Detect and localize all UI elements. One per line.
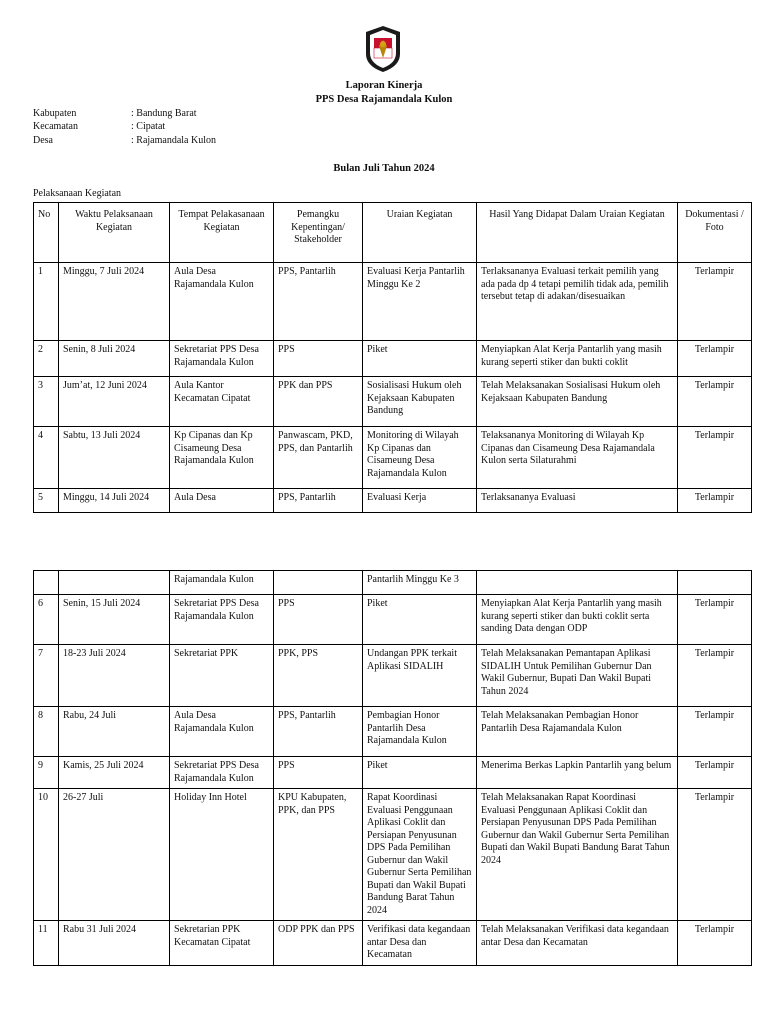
col-header-dokumentasi: Dokumentasi / Foto: [678, 203, 752, 263]
table-row: [34, 789, 752, 921]
cell-no: 9: [34, 757, 59, 789]
cell-uraian: Verifikasi data kegandaan antar Desa dan Kecamatan: [363, 921, 477, 966]
cell-hasil: Telah Melaksanakan Rapat Koordinasi Evaluasi Penggunaan Aplikasi Coklit dan Persiapan Penyusunan DPS Pada Pemilihan Gubernur dan Wakil Gubernur Serta Pemilihan Bupati dan Wakil Bupati Bandung Barat Tahun 2024: [477, 789, 678, 921]
cell-tempat: Aula Desa: [170, 489, 274, 513]
activity-table-page2: [33, 570, 752, 966]
meta-value-kabupaten: : Bandung Barat: [131, 108, 197, 119]
cell-no: 5: [34, 489, 59, 513]
cell-hasil: Telah Melaksanakan Verifikasi data kegandaan antar Desa dan Kecamatan: [477, 921, 678, 966]
cell-waktu: Senin, 15 Juli 2024: [59, 595, 170, 645]
cell-hasil: Menerima Berkas Lapkin Pantarlih yang belum: [477, 757, 678, 789]
meta-label-kabupaten: Kabupaten: [33, 108, 77, 119]
section-title: Pelaksanaan Kegiatan: [33, 188, 122, 199]
col-header-no: No: [34, 203, 59, 263]
cell-tempat: Holiday Inn Hotel: [170, 789, 274, 921]
cell-pemangku: PPK, PPS: [274, 645, 363, 707]
report-title: Laporan Kinerja: [345, 80, 423, 91]
cell-uraian: Piket: [363, 757, 477, 789]
cell-hasil: Terlaksananya Evaluasi: [477, 489, 678, 513]
cell-waktu: 18-23 Juli 2024: [59, 645, 170, 707]
cell-no: 6: [34, 595, 59, 645]
cell-tempat: Aula Kantor Kecamatan Cipatat: [170, 377, 274, 427]
cell-tempat: Aula Desa Rajamandala Kulon: [170, 707, 274, 757]
meta-label-desa: Desa: [33, 135, 53, 146]
cell-no: 1: [34, 263, 59, 341]
cell-tempat: Sekretariat PPS Desa Rajamandala Kulon: [170, 595, 274, 645]
cell-no: 3: [34, 377, 59, 427]
cell-no: [34, 571, 59, 595]
cell-pemangku: PPS: [274, 341, 363, 377]
cell-hasil: Telah Melaksanakan Sosialisasi Hukum oleh Kejaksaan Kabupaten Bandung: [477, 377, 678, 427]
cell-no: 8: [34, 707, 59, 757]
cell-waktu: Kamis, 25 Juli 2024: [59, 757, 170, 789]
cell-pemangku: PPS, Pantarlih: [274, 263, 363, 341]
cell-hasil: Terlaksananya Evaluasi terkait pemilih yang ada pada dp 4 tetapi pemilih tidak ada, pemilih tersebut tetap di adakan/disesuaikan: [477, 263, 678, 341]
cell-pemangku: KPU Kabupaten, PPK, dan PPS: [274, 789, 363, 921]
cell-waktu: Minggu, 7 Juli 2024: [59, 263, 170, 341]
cell-uraian: Piket: [363, 341, 477, 377]
table-row: [34, 571, 752, 595]
cell-no: 4: [34, 427, 59, 489]
table-row: [34, 489, 752, 513]
cell-hasil: Menyiapkan Alat Kerja Pantarlih yang masih kurang seperti stiker dan bukti coklit: [477, 341, 678, 377]
cell-pemangku: PPS, Pantarlih: [274, 489, 363, 513]
cell-no: 2: [34, 341, 59, 377]
cell-pemangku: PPS: [274, 757, 363, 789]
cell-dok: [678, 571, 752, 595]
cell-uraian: Pembagian Honor Pantarlih Desa Rajamandala Kulon: [363, 707, 477, 757]
cell-tempat: Rajamandala Kulon: [170, 571, 274, 595]
cell-no: 7: [34, 645, 59, 707]
col-header-tempat: Tempat Pelakasanaan Kegiatan: [170, 203, 274, 263]
table-header-row: [34, 203, 752, 263]
table-row: [34, 757, 752, 789]
cell-dok: Terlampir: [678, 341, 752, 377]
table-row: [34, 341, 752, 377]
col-header-pemangku: Pemangku Kepentingan/ Stakeholder: [274, 203, 363, 263]
cell-hasil: Telah Melaksanakan Pemantapan Aplikasi SIDALIH Untuk Pemilihan Gubernur Dan Wakil Gubernur, Bupati Dan Wakil Bupati Tahun 2024: [477, 645, 678, 707]
cell-dok: Terlampir: [678, 645, 752, 707]
cell-dok: Terlampir: [678, 921, 752, 966]
cell-waktu: 26-27 Juli: [59, 789, 170, 921]
cell-hasil: Telaksananya Monitoring di Wilayah Kp Cipanas dan Cisameung Desa Rajamandala Kulon serta Silaturahmi: [477, 427, 678, 489]
cell-uraian: Evaluasi Kerja: [363, 489, 477, 513]
cell-uraian: Undangan PPK terkait Aplikasi SIDALIH: [363, 645, 477, 707]
cell-dok: Terlampir: [678, 377, 752, 427]
cell-tempat: Sekretariat PPK: [170, 645, 274, 707]
cell-tempat: Sekretariat PPS Desa Rajamandala Kulon: [170, 757, 274, 789]
cell-waktu: [59, 571, 170, 595]
cell-uraian: Rapat Koordinasi Evaluasi Penggunaan Aplikasi Coklit dan Persiapan Penyusunan DPS Pada Pemilihan Gubernur dan Wakil Gubernur Serta Pemilihan Bupati dan Wakil Bupati Bandung Barat Tahun 2024: [363, 789, 477, 921]
pps-logo: [362, 24, 404, 74]
cell-no: 10: [34, 789, 59, 921]
cell-uraian: Pantarlih Minggu Ke 3: [363, 571, 477, 595]
table-row: [34, 427, 752, 489]
cell-no: 11: [34, 921, 59, 966]
cell-hasil: [477, 571, 678, 595]
cell-hasil: Telah Melaksanakan Pembagian Honor Pantarlih Desa Rajamandala Kulon: [477, 707, 678, 757]
table-row: [34, 707, 752, 757]
table-row: [34, 645, 752, 707]
cell-tempat: Sekretarian PPK Kecamatan Cipatat: [170, 921, 274, 966]
cell-dok: Terlampir: [678, 757, 752, 789]
cell-tempat: Sekretariat PPS Desa Rajamandala Kulon: [170, 341, 274, 377]
cell-dok: Terlampir: [678, 595, 752, 645]
cell-waktu: Sabtu, 13 Juli 2024: [59, 427, 170, 489]
cell-pemangku: Panwascam, PKD, PPS, dan Pantarlih: [274, 427, 363, 489]
month-title: Bulan Juli Tahun 2024: [333, 163, 435, 174]
cell-dok: Terlampir: [678, 489, 752, 513]
col-header-waktu: Waktu Pelaksanaan Kegiatan: [59, 203, 170, 263]
cell-pemangku: ODP PPK dan PPS: [274, 921, 363, 966]
cell-pemangku: PPS, Pantarlih: [274, 707, 363, 757]
cell-pemangku: PPK dan PPS: [274, 377, 363, 427]
table-row: [34, 921, 752, 966]
table-row: [34, 377, 752, 427]
cell-uraian: Monitoring di Wilayah Kp Cipanas dan Cisameung Desa Rajamandala Kulon: [363, 427, 477, 489]
cell-waktu: Senin, 8 Juli 2024: [59, 341, 170, 377]
cell-uraian: Evaluasi Kerja Pantarlih Minggu Ke 2: [363, 263, 477, 341]
meta-value-desa: : Rajamandala Kulon: [131, 135, 216, 146]
meta-value-kecamatan: : Cipatat: [131, 121, 166, 132]
cell-dok: Terlampir: [678, 707, 752, 757]
cell-waktu: Rabu, 24 Juli: [59, 707, 170, 757]
cell-dok: Terlampir: [678, 427, 752, 489]
cell-pemangku: PPS: [274, 595, 363, 645]
activity-table-page1: [33, 202, 752, 513]
cell-tempat: Aula Desa Rajamandala Kulon: [170, 263, 274, 341]
cell-hasil: Menyiapkan Alat Kerja Pantarlih yang masih kurang seperti stiker dan bukti coklit serta sanding Data dengan ODP: [477, 595, 678, 645]
cell-uraian: Piket: [363, 595, 477, 645]
cell-waktu: Rabu 31 Juli 2024: [59, 921, 170, 966]
cell-dok: Terlampir: [678, 263, 752, 341]
meta-label-kecamatan: Kecamatan: [33, 121, 78, 132]
col-header-uraian: Uraian Kegiatan: [363, 203, 477, 263]
cell-waktu: Minggu, 14 Juli 2024: [59, 489, 170, 513]
cell-waktu: Jum’at, 12 Juni 2024: [59, 377, 170, 427]
report-subtitle: PPS Desa Rajamandala Kulon: [315, 94, 453, 105]
table-row: [34, 595, 752, 645]
col-header-hasil: Hasil Yang Didapat Dalam Uraian Kegiatan: [477, 203, 678, 263]
cell-tempat: Kp Cipanas dan Kp Cisameung Desa Rajamandala Kulon: [170, 427, 274, 489]
cell-pemangku: [274, 571, 363, 595]
cell-uraian: Sosialisasi Hukum oleh Kejaksaan Kabupaten Bandung: [363, 377, 477, 427]
cell-dok: Terlampir: [678, 789, 752, 921]
table-row: [34, 263, 752, 341]
